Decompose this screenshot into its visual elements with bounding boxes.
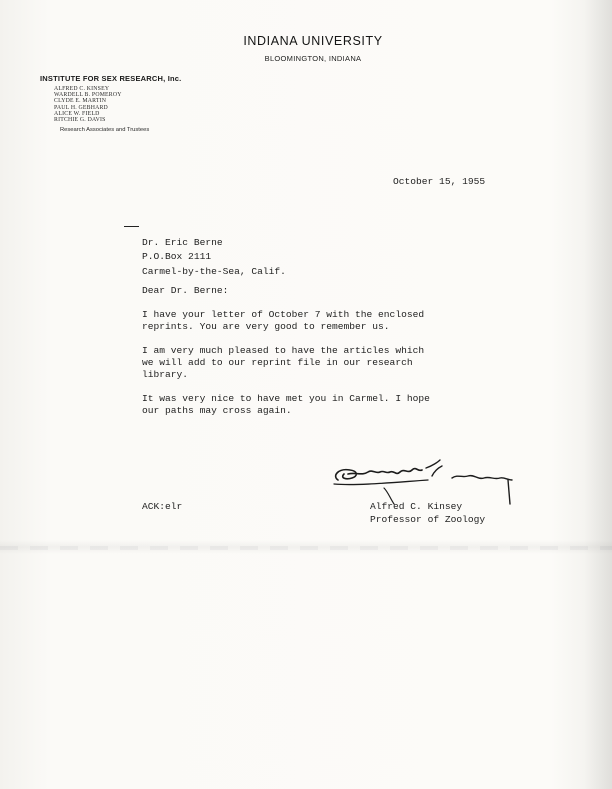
body-line: I have your letter of October 7 with the enclosed: [142, 309, 425, 320]
recipient-name: Dr. Eric Berne: [142, 237, 223, 248]
staff-member: PAUL H. GEBHARD: [54, 104, 108, 111]
body-line: our paths may cross again.: [142, 404, 292, 416]
staff-member: ALICE W. FIELD: [54, 110, 100, 117]
paper-edge-shadow: [584, 0, 612, 789]
staff-role: Research Associates and Trustees: [60, 127, 150, 133]
body-line: It was very nice to have met you in Carmel. I hope: [142, 393, 430, 404]
carbon-dash-mark: [124, 226, 139, 227]
recipient-address-line: Carmel-by-the-Sea, Calif.: [142, 265, 286, 277]
staff-member: CLYDE E. MARTIN: [54, 98, 107, 105]
body-paragraph: [142, 309, 424, 333]
signer-name: Alfred C. Kinsey: [370, 501, 463, 512]
body-line: library.: [142, 368, 189, 380]
recipient-address: [142, 236, 286, 279]
body-paragraph: [142, 345, 424, 380]
staff-member: ALFRED C. KINSEY: [54, 86, 110, 92]
bleed-through-text: [0, 546, 612, 550]
university-location: BLOOMINGTON, INDIANA: [264, 54, 362, 63]
institute-name: INSTITUTE FOR SEX RESEARCH, Inc.: [40, 74, 182, 83]
letter-date: October 15, 1955: [393, 176, 486, 187]
body-line: we will add to our reprint file in our research: [142, 356, 413, 368]
staff-member: WARDELL B. POMEROY: [54, 92, 122, 99]
staff-member: RITCHIE G. DAVIS: [54, 117, 106, 124]
staff-list: [54, 86, 122, 123]
body-paragraph: [142, 393, 430, 417]
body-line: I am very much pleased to have the articles which: [142, 345, 425, 356]
salutation: Dear Dr. Berne:: [142, 285, 229, 296]
reference-initials: ACK:elr: [142, 501, 183, 512]
body-line: reprints. You are very good to remember us.: [142, 320, 390, 332]
signer-title: Professor of Zoology: [370, 514, 486, 525]
recipient-address-line: P.O.Box 2111: [142, 251, 212, 263]
university-name: INDIANA UNIVERSITY: [243, 34, 383, 48]
